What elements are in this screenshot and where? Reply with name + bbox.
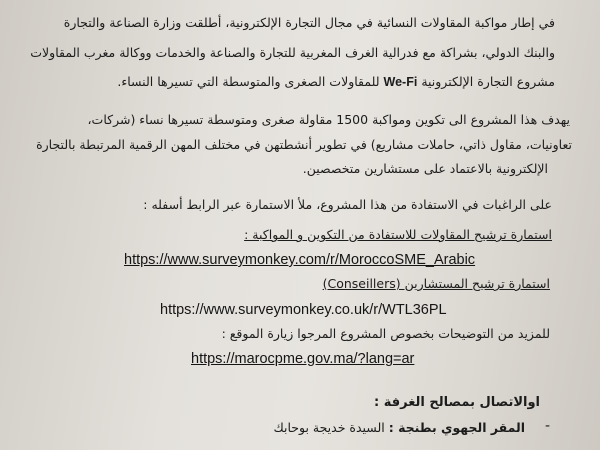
form2-link[interactable]: https://www.surveymonkey.co.uk/r/WTL36PL [160, 302, 447, 318]
para1-line3-post: للمقاولات الصغرى والمتوسطة التي تسيرها النساء. [117, 74, 380, 89]
para1-line1: في إطار مواكبة المقاولات النسائية في مجال التجارة الإلكترونية، أطلقت وزارة الصناعة والتجارة [63, 15, 555, 30]
para1-line2: والبنك الدولي، بشراكة مع فدرالية الغرف المغربية للتجارة والصناعة والخدمات ووكالة مغرب المقاولات [30, 45, 555, 60]
form1-label: استمارة ترشيح المقاولات للاستفادة من التكوين و المواكبة : [244, 227, 552, 242]
contact-bullet: - [545, 418, 551, 434]
para2-line1: يهدف هذا المشروع الى تكوين ومواكبة 1500 مقاولة صغرى ومتوسطة تسيرها نساء (شركات، [87, 112, 570, 127]
para2-line3: الإلكترونية بالاعتماد على مستشارين متخصصين. [302, 161, 548, 176]
contact1-person: السيدة خديجة بوحابك [273, 420, 385, 435]
para1-line3 [117, 73, 555, 91]
contact-header: اوالاتصال بمصالح الغرفة : [374, 395, 540, 410]
contact1-label: المقر الجهوي بطنجة : [388, 420, 525, 435]
form1-link[interactable]: https://www.surveymonkey.com/r/MoroccoSME_Arabic [124, 252, 476, 268]
wefi-brand: We-Fi [383, 75, 418, 89]
para2-line2: تعاونيات، مقاول ذاتي، حاملات مشاريع) في تطوير أنشطتهن في مختلف المهن الرقمية المرتبطة بالتجارة [36, 137, 572, 152]
contact-line1 [273, 419, 525, 436]
more-info-text: للمزيد من التوضيحات بخصوص المشروع المرجوا زيارة الموقع : [221, 326, 550, 341]
form2-label: استمارة ترشيح المستشارين (Conseillers) [322, 276, 550, 291]
para1-line3-pre: مشروع التجارة الإلكترونية [421, 74, 555, 89]
para3-line1: على الراغبات في الاستفادة من هذا المشروع، ملأ الاستمارة عبر الرابط أسفله : [143, 197, 552, 212]
site-link[interactable]: https://marocpme.gov.ma/?lang=ar [191, 351, 415, 367]
